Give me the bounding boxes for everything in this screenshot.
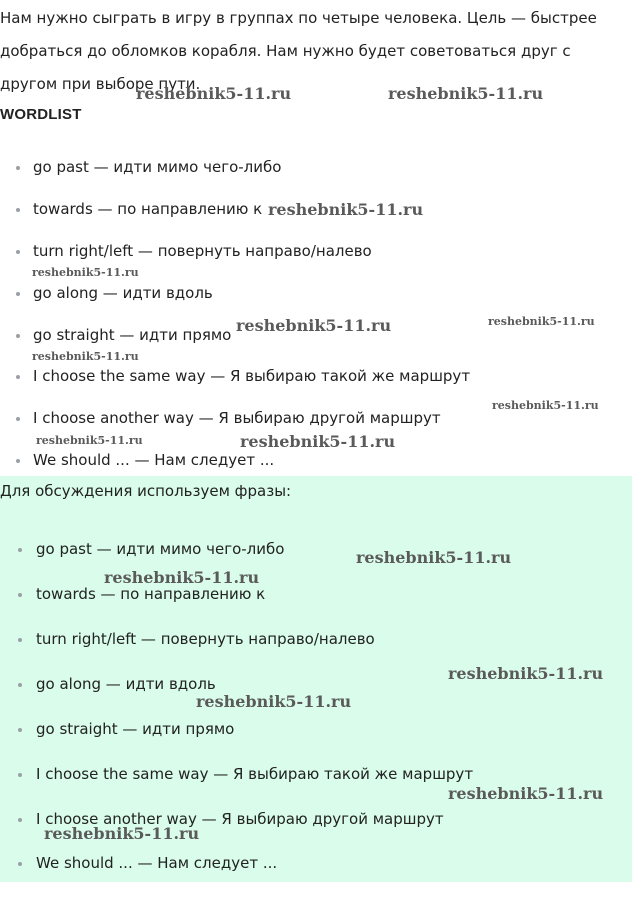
- watermark: reshebnik5-11.ru: [448, 664, 604, 683]
- watermark: reshebnik5-11.ru: [36, 434, 143, 447]
- bullet-icon: [18, 548, 22, 552]
- bullet-icon: [18, 773, 22, 777]
- bullet-icon: [16, 166, 20, 170]
- list-item-text: go past — идти мимо чего-либо: [33, 158, 282, 176]
- list-item-text: go straight — идти прямо: [33, 326, 232, 344]
- bullet-icon: [16, 208, 20, 212]
- intro-paragraph: Нам нужно сыграть в игру в группах по четыре человека. Цель — быстрее добраться до обломков корабля. Нам нужно будет советоваться друг с другом при выборе пути.: [0, 9, 597, 93]
- watermark: reshebnik5-11.ru: [32, 266, 139, 279]
- bullet-icon: [18, 862, 22, 866]
- watermark: reshebnik5-11.ru: [32, 350, 139, 363]
- list-item-text: I choose another way — Я выбираю другой маршрут: [33, 409, 441, 427]
- bullet-icon: [18, 683, 22, 687]
- watermark: reshebnik5-11.ru: [448, 784, 604, 803]
- bullet-icon: [16, 250, 20, 254]
- list-item-text: towards — по направлению к: [33, 200, 263, 218]
- list-item-text: towards — по направлению к: [36, 585, 266, 603]
- list-item-text: go past — идти мимо чего-либо: [36, 540, 285, 558]
- list-item-text: I choose the same way — Я выбираю такой же маршрут: [36, 765, 474, 783]
- bullet-icon: [18, 638, 22, 642]
- bullet-icon: [16, 459, 20, 463]
- list-item-text: go straight — идти прямо: [36, 720, 235, 738]
- list-item-text: We should ... — Нам следует ...: [33, 451, 275, 469]
- bullet-icon: [18, 593, 22, 597]
- list-item-text: turn right/left — повернуть направо/налево: [36, 630, 375, 648]
- watermark: reshebnik5-11.ru: [236, 316, 392, 335]
- watermark: reshebnik5-11.ru: [44, 824, 200, 843]
- wordlist-heading: WORDLIST: [0, 106, 82, 123]
- bullet-icon: [18, 728, 22, 732]
- watermark: reshebnik5-11.ru: [196, 692, 352, 711]
- bullet-icon: [16, 417, 20, 421]
- bullet-icon: [16, 375, 20, 379]
- list-item-text: go along — идти вдоль: [33, 284, 213, 302]
- watermark: reshebnik5-11.ru: [104, 568, 260, 587]
- bullet-icon: [16, 334, 20, 338]
- watermark: reshebnik5-11.ru: [356, 548, 512, 567]
- list-item-text: We should ... — Нам следует ...: [36, 854, 278, 872]
- list-item-text: I choose the same way — Я выбираю такой же маршрут: [33, 367, 471, 385]
- bullet-icon: [18, 818, 22, 822]
- watermark: reshebnik5-11.ru: [136, 84, 292, 103]
- bullet-icon: [16, 292, 20, 296]
- phrases-heading: Для обсуждения используем фразы:: [0, 482, 292, 500]
- list-item-text: turn right/left — повернуть направо/налево: [33, 242, 372, 260]
- watermark: reshebnik5-11.ru: [240, 432, 396, 451]
- watermark: reshebnik5-11.ru: [492, 399, 599, 412]
- watermark: reshebnik5-11.ru: [488, 315, 595, 328]
- list-item-text: I choose another way — Я выбираю другой маршрут: [36, 810, 444, 828]
- watermark: reshebnik5-11.ru: [388, 84, 544, 103]
- watermark: reshebnik5-11.ru: [268, 200, 424, 219]
- list-item-text: go along — идти вдоль: [36, 675, 216, 693]
